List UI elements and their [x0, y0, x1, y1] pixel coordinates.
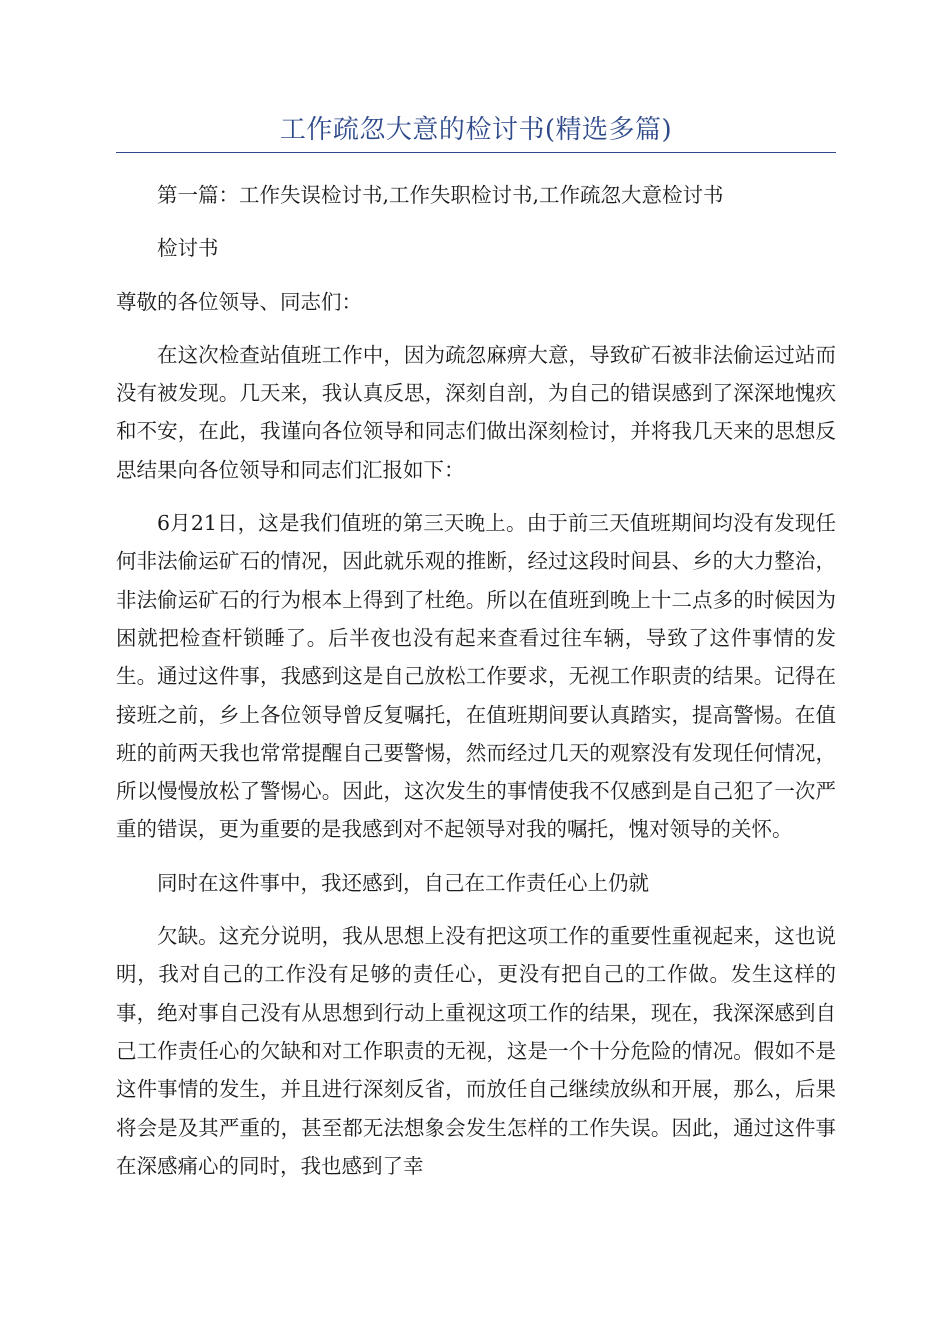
paragraph-3: 同时在这件事中，我还感到，自己在工作责任心上仍就	[157, 870, 649, 895]
salutation: 尊敬的各位领导、同志们：	[116, 289, 362, 314]
letter-heading: 检讨书	[157, 236, 219, 261]
section-heading: 第一篇：工作失误检讨书,工作失职检讨书,工作疏忽大意检讨书	[157, 183, 724, 207]
title-underline	[116, 152, 836, 153]
paragraph-4: 欠缺。这充分说明，我从思想上没有把这项工作的重要性重视起来，这也说明，我对自己的工作没有足够的责任心，更没有把自己的工作做。发生这样的事，绝对事自己没有从思想到行动上重视这项工作的结果，现在，我深深感到自己工作责任心的欠缺和对工作职责的无视，这是一个十分危险的情况。假如不是这件事情的发生，并且进行深刻反省，而放任自己继续放纵和开展，那么，后果将会是及其严重的，甚至都无法想象会发生怎样的工作失误。因此，通过这件事在深感痛心的同时，我也感到了幸	[116, 924, 836, 1178]
document-title: 工作疏忽大意的检讨书(精选多篇)	[279, 115, 673, 145]
paragraph-1: 在这次检查站值班工作中，因为疏忽麻痹大意，导致矿石被非法偷运过站而没有被发现。几天来，我认真反思，深刻自剖，为自己的错误感到了深深地愧疚和不安，在此，我谨向各位领导和同志们做出深刻检讨，并将我几天来的思想反思结果向各位领导和同志们汇报如下：	[116, 342, 836, 482]
document-body	[116, 176, 836, 1200]
paragraph-2: 6月21日，这是我们值班的第三天晚上。由于前三天值班期间均没有发现任何非法偷运矿石的情况，因此就乐观的推断，经过这段时间县、乡的大力整治，非法偷运矿石的行为根本上得到了杜绝。所以在值班到晚上十二点多的时候因为困就把检查杆锁睡了。后半夜也没有起来查看过往车辆，导致了这件事情的发生。通过这件事，我感到这是自己放松工作要求，无视工作职责的结果。记得在接班之前，乡上各位领导曾反复嘱托，在值班期间要认真踏实，提高警惕。在值班的前两天我也常常提醒自己要警惕，然而经过几天的观察没有发现任何情况，所以慢慢放松了警惕心。因此，这次发生的事情使我不仅感到是自己犯了一次严重的错误，更为重要的是我感到对不起领导对我的嘱托，愧对领导的关怀。	[116, 511, 836, 842]
